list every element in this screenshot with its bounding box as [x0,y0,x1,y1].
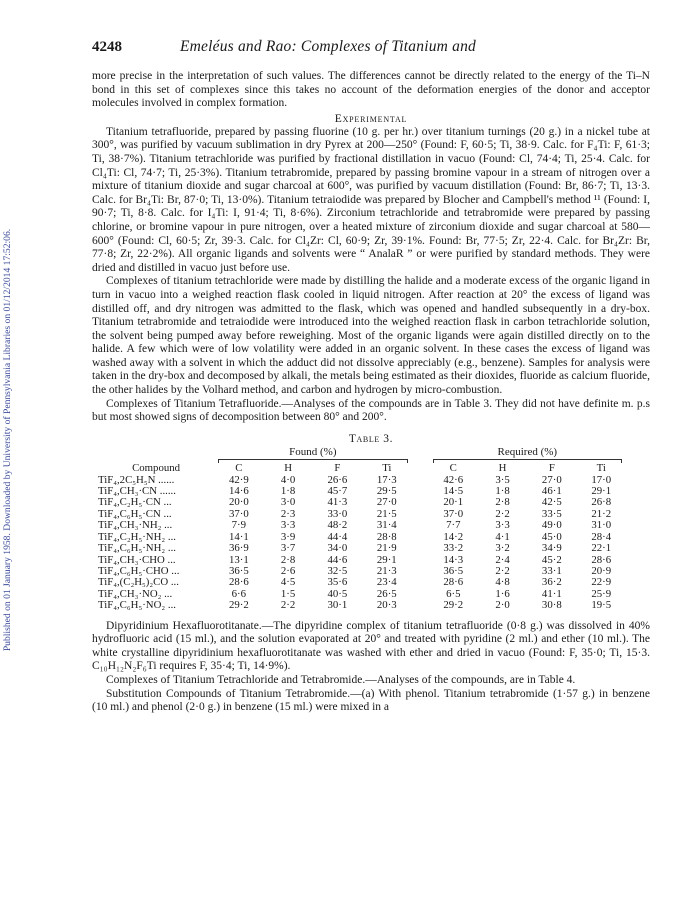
found-value-cell: 34·0 [327,542,348,555]
found-value-cell: 20·0 [228,496,249,509]
table-row [98,600,626,611]
required-value-cell: 14·2 [443,530,464,543]
required-value-cell: 33·2 [443,542,464,555]
found-value-cell: 48·2 [327,519,348,532]
required-value-cell: 49·0 [541,519,562,532]
running-head: Emeléus and Rao: Complexes of Titanium and [180,38,476,55]
compound-cell: TiF₄,C₆H₅·CN ... [98,507,172,520]
analysis-table [98,447,626,612]
col-header-h: H [284,462,293,475]
compound-cell: TiF₄,C₂H₅·NH₂ ... [98,530,176,543]
required-value-cell: 26·8 [591,496,612,509]
found-value-cell: 1·5 [280,587,296,600]
required-value-cell: 42·6 [443,473,464,486]
required-value-cell: 28·6 [591,553,612,566]
required-value-cell: 36·2 [541,576,562,589]
required-value-cell: 17·0 [591,473,612,486]
found-brace [218,459,407,463]
experimental-paragraph-3: Complexes of Titanium Tetrafluoride.—Analyses of the compounds are in Table 3. They did not have definite m. p.s but most showed signs of decomposition between 80° and 200°. [92,397,650,424]
required-value-cell: 3·5 [495,473,510,486]
column-gap [412,577,429,588]
col-header-f: F [334,462,341,475]
required-value-cell: 20·9 [591,564,612,577]
required-brace [433,459,622,463]
journal-page [92,38,650,715]
page-number: 4248 [92,39,122,55]
compound-cell: TiF₄,CH₃·NO₂ ... [98,587,173,600]
column-gap [412,475,429,486]
col-header-ti: Ti [382,462,392,475]
after-paragraph-1: Dipyridinium Hexafluorotitanate.—The dipyridine complex of titanium tetrafluoride (0·8 g.) was dissolved in 40% hydrofluoric acid (15 ml.), and the solution evaporated at 20° and treated with pyridine (2 ml.) and ether (10 ml.). The white crystalline dipyridinium hexafluorotitanate was washed with ether and dried in vacuo (Found: F, 35·0; Ti, 15·3. C₁₀H₁₂N₂F₆Ti requires F, 35·4; Ti, 14·9%). [92,619,650,673]
found-value-cell: 44·6 [327,553,348,566]
table-row [98,543,626,554]
found-value-cell: 29·2 [228,599,249,612]
found-value-cell: 33·0 [327,507,348,520]
column-gap [412,543,429,554]
required-value-cell: 7·7 [446,519,461,532]
required-value-cell: 1·8 [495,485,510,498]
found-value-cell: 2·2 [280,599,296,612]
download-watermark: Published on 01 January 1958. Downloaded by University of Pennsylvania Libraries on 01/12/2014 17:52:06. [2,228,13,652]
compound-cell: TiF₄,2C₅H₅N ...... [98,473,175,486]
found-value-cell: 21·5 [376,507,397,520]
found-value-cell: 4·5 [280,576,296,589]
found-value-cell: 28·8 [376,530,397,543]
compound-cell: TiF₄,C₆H₅·CHO ... [98,564,180,577]
compound-cell: TiF₄,C₆H₅·NH₂ ... [98,542,176,555]
required-group-header: Required (%) [497,445,558,458]
required-value-cell: 45·2 [541,553,562,566]
found-value-cell: 37·0 [228,507,249,520]
column-gap [412,600,429,611]
column-gap [412,486,429,497]
found-value-cell: 3·3 [280,519,296,532]
compound-cell: TiF₄,C₆H₅·NO₂ ... [98,599,176,612]
required-value-cell: 4·8 [495,576,510,589]
required-value-cell: 33·5 [541,507,562,520]
found-value-cell: 41·3 [327,496,348,509]
found-value-cell: 21·3 [376,564,397,577]
compound-cell: TiF₄,CH₃·CHO ... [98,553,176,566]
found-value-cell: 26·5 [376,587,397,600]
found-value-cell: 2·6 [280,564,296,577]
col-header-ti: Ti [596,462,606,475]
after-paragraph-3: Substitution Compounds of Titanium Tetrabromide.—(a) With phenol. Titanium tetrabromide (1·57 g.) in benzene (10 ml.) and phenol (2·0 g.) in benzene (15 ml.) were mixed in a [92,687,650,714]
required-value-cell: 22·1 [591,542,612,555]
required-value-cell: 20·1 [443,496,464,509]
required-value-cell: 37·0 [443,507,464,520]
column-gap [412,566,429,577]
found-value-cell: 3·0 [280,496,296,509]
found-value-cell: 29·1 [376,553,397,566]
found-value-cell: 31·4 [376,519,397,532]
found-value-cell: 17·3 [376,473,397,486]
found-value-cell: 3·9 [280,530,296,543]
found-value-cell: 44·4 [327,530,348,543]
required-value-cell: 27·0 [541,473,562,486]
found-value-cell: 45·7 [327,485,348,498]
found-value-cell: 2·3 [280,507,296,520]
table-title: Table 3. [348,432,394,445]
found-value-cell: 14·6 [228,485,249,498]
table-row [98,520,626,531]
required-value-cell: 46·1 [541,485,562,498]
required-value-cell: 28·6 [443,576,464,589]
column-gap [412,555,429,566]
found-value-cell: 14·1 [228,530,249,543]
found-value-cell: 36·5 [228,564,249,577]
col-header-c: C [449,462,457,475]
found-group-header: Found (%) [289,445,337,458]
column-gap [412,589,429,600]
compound-cell: TiF₄,C₂H₅·CN ... [98,496,172,509]
required-value-cell: 2·2 [495,507,510,520]
required-value-cell: 21·2 [591,507,612,520]
found-value-cell: 4·0 [280,473,296,486]
found-value-cell: 2·8 [280,553,296,566]
compound-cell: TiF₄,CH₃·NH₂ ... [98,519,173,532]
required-value-cell: 19·5 [591,599,612,612]
found-value-cell: 7·9 [231,519,247,532]
required-value-cell: 14·3 [443,553,464,566]
compound-cell: TiF₄,CH₃·CN ...... [98,485,176,498]
found-value-cell: 40·5 [327,587,348,600]
found-value-cell: 20·3 [376,599,397,612]
page-header [92,38,650,56]
required-value-cell: 41·1 [541,587,562,600]
experimental-paragraph-1: Titanium tetrafluoride, prepared by passing fluorine (10 g. per hr.) over titanium turnings (20 g.) in a nickel tube at 300°, was purified by vacuum sublimation in dry Pyrex at 200—250° (Found: F, 60·5; Ti, 38·9. Calc. for F₄Ti: F, 61·3; Ti, 38·7%). Titanium tetrachloride was purified by fractional distillation in vacuo (Found: Cl, 74·4; Ti, 25·4. Calc. for Cl₄Ti: Cl, 74·7; Ti, 25·3%). Titanium tetrabromide, prepared by passing bromine vapour in a stream of nitrogen over a mixture of titanium dioxide and sugar charcoal at 600°, was purified by vacuum distillation (Found: Br, 86·7; Ti, 13·3. Calc. for Br₄Ti: Br, 87·0; Ti, 13·0%). Titanium tetraiodide was prepared by Blocher and Campbell's method ¹¹ (Found: I, 90·7; Ti, 8·8. Calc. for I₄Ti: I, 91·4; Ti, 8·6%). Zirconium tetrachloride and tetrabromide were prepared by passing chlorine, or bromine vapour in pure nitrogen, over a heated mixture of zirconium dioxide and sugar charcoal at 580—600° (Found: Cl, 60·5; Zr, 39·3. Calc. for Cl₄Zr: Cl, 60·9; Zr, 39·1%. Found: Br, 77·5; Zr, 22·4. Calc. for Br₄Zr: Br, 77·8; Zr, 22·2%). All organic ligands and solvents were “ AnalaR ” or were purified by standard methods. They were dried and distilled in vacuo just before use. [92,125,650,274]
found-value-cell: 29·5 [376,485,397,498]
required-value-cell: 22·9 [591,576,612,589]
required-value-cell: 6·5 [446,587,461,600]
required-value-cell: 33·1 [541,564,562,577]
compound-column-header: Compound [132,462,181,475]
found-value-cell: 35·6 [327,576,348,589]
section-heading: Experimental [334,112,408,125]
required-value-cell: 31·0 [591,519,612,532]
required-value-cell: 2·8 [495,496,510,509]
required-value-cell: 45·0 [541,530,562,543]
found-value-cell: 26·6 [327,473,348,486]
found-value-cell: 23·4 [376,576,397,589]
required-value-cell: 2·4 [495,553,510,566]
experimental-paragraph-2: Complexes of titanium tetrachloride were made by distilling the halide and a moderate excess of the organic ligand in turn in vacuo into a weighed reaction flask cooled in liquid nitrogen. After reaction at 20° the excess of ligand was distilled off, and dry nitrogen was admitted to the flask, which was opened and handled subsequently in a dry-box. Titanium tetrabromide and tetraiodide were introduced into the weighed reaction flask in carbon tetrachloride solution, the solvent being pumped away before reweighing. Most of the organic ligands were again distilled directly on to the halide. A few which were of low volatility were added in an organic solvent. In these cases the excess of ligand was washed away with a solvent in which the adduct did not dissolve appreciably (e.g., benzene). Samples for analysis were taken in the dry-box and decomposed by alkali, the metals being estimated as their dioxides, fluoride as calcium fluoride, the other halides by the Volhard method, and carbon and hydrogen by micro-combustion. [92,275,650,397]
required-value-cell: 1·6 [495,587,510,600]
compound-cell: TiF₄,(C₂H₅)₂CO ... [98,576,179,589]
found-value-cell: 32·5 [327,564,348,577]
required-value-cell: 2·0 [495,599,510,612]
required-value-cell: 3·2 [495,542,510,555]
required-value-cell: 2·2 [495,564,510,577]
found-value-cell: 1·8 [280,485,296,498]
column-gap [412,497,429,508]
found-value-cell: 30·1 [327,599,348,612]
column-gap [412,520,429,531]
intro-paragraph: more precise in the interpretation of such values. The differences cannot be directly related to the energy of the Ti–N bond in this set of complexes since this takes no account of the deformation energies of the donor and acceptor molecules involved in complex formation. [92,70,650,110]
required-value-cell: 34·9 [541,542,562,555]
required-value-cell: 42·5 [541,496,562,509]
required-value-cell: 3·3 [495,519,510,532]
found-value-cell: 42·9 [228,473,249,486]
found-value-cell: 21·9 [376,542,397,555]
required-value-cell: 36·5 [443,564,464,577]
found-value-cell: 28·6 [228,576,249,589]
required-value-cell: 14·5 [443,485,464,498]
column-gap [412,509,429,520]
col-header-f: F [548,462,555,475]
required-value-cell: 29·2 [443,599,464,612]
found-value-cell: 36·9 [228,542,249,555]
found-value-cell: 13·1 [228,553,249,566]
column-gap [412,532,429,543]
table-row [98,577,626,588]
found-value-cell: 3·7 [280,542,296,555]
required-value-cell: 4·1 [495,530,510,543]
required-value-cell: 25·9 [591,587,612,600]
found-value-cell: 27·0 [376,496,397,509]
col-header-h: H [498,462,507,475]
required-value-cell: 29·1 [591,485,612,498]
after-paragraph-2: Complexes of Titanium Tetrachloride and Tetrabromide.—Analyses of the compounds, are in Table 4. [106,673,576,686]
required-value-cell: 28·4 [591,530,612,543]
required-value-cell: 30·8 [541,599,562,612]
found-value-cell: 6·6 [231,587,247,600]
col-header-c: C [235,462,243,475]
